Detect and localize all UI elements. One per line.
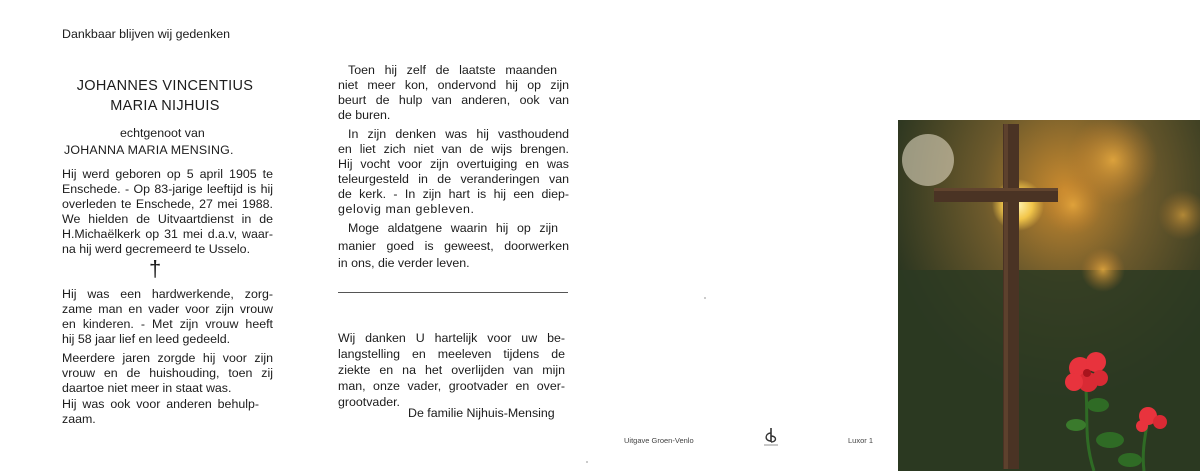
paragraph-line: daartoe niet meer in staat was. — [62, 381, 232, 395]
bio-line: H.Michaëlkerk op 31 mei d.a.v, waar- — [62, 227, 273, 241]
memorial-photo — [898, 120, 1200, 471]
paragraph-line: manier goed is geweest, doorwerken — [338, 239, 569, 253]
paragraph-line: Toen hij zelf de laatste maanden — [348, 63, 557, 77]
deceased-name-line1: JOHANNES VINCENTIUS — [76, 78, 254, 94]
publisher-imprint: Uitgave Groen-Venlo — [624, 436, 694, 445]
header-line: Dankbaar blijven wij gedenken — [62, 27, 231, 41]
paragraph-line: en liet zich niet van de wijs brengen. — [338, 142, 569, 156]
paper-speck — [704, 297, 706, 299]
bio-line: overleden te Enschede, 27 mei 1988. — [62, 197, 273, 211]
paragraph-line: vrouw en de huishouding, toen zij — [62, 366, 273, 380]
paragraph-line: teleurgesteld in de veranderingen van — [338, 172, 569, 186]
thanks-line: Wij danken U hartelijk voor uw be- — [338, 331, 565, 345]
divider-line — [338, 292, 568, 293]
thanks-line: langstelling en meeleven tijdens de — [338, 347, 565, 361]
paragraph-line: Meerdere jaren zorgde hij voor zijn — [62, 351, 273, 365]
wooden-cross-with-red-flower-icon — [898, 120, 1200, 471]
spouse-label: echtgenoot van — [120, 126, 205, 140]
thanks-line: man, onze vader, grootvader en over- — [338, 379, 565, 393]
paragraph-line: niet meer kon, ondervond hij op zijn — [338, 78, 569, 92]
publisher-monogram-icon — [761, 427, 781, 454]
paper-speck — [586, 461, 588, 463]
paragraph-line: gelovig man gebleven. — [338, 202, 475, 216]
paragraph-line: Hij was ook voor anderen behulp- — [62, 397, 259, 411]
bio-line: na hij werd gecremeerd te Usselo. — [62, 242, 251, 256]
thanks-line: grootvader. — [338, 395, 400, 409]
paragraph-line: hij 58 jaar lief en leed gedeeld. — [62, 332, 231, 346]
paragraph-line: Moge aldatgene waarin hij op zijn — [348, 221, 558, 235]
family-signature: De familie Nijhuis-Mensing — [408, 406, 555, 420]
paragraph-line: de buren. — [338, 108, 391, 122]
thanks-line: ziekte en na het overlijden van mijn — [338, 363, 565, 377]
paragraph-line: In zijn denken was hij vasthoudend — [348, 127, 569, 141]
bio-line: We hielden de Uitvaartdienst in de — [62, 212, 273, 226]
spouse-name: JOHANNA MARIA MENSING. — [64, 143, 234, 157]
paragraph-line: in ons, die verder leven. — [338, 256, 470, 270]
paragraph-line: Hij vocht voor zijn overtuiging en was — [338, 157, 569, 171]
bio-line: Enschede. - Op 83-jarige leeftijd is hij — [62, 182, 273, 196]
paragraph-line: en kinderen. - Met zijn vrouw heeft — [62, 317, 273, 331]
paragraph-line: zame man en vader voor zijn vrouw — [62, 302, 273, 316]
cross-symbol: † — [149, 256, 162, 281]
paragraph-line: de kerk. - In zijn hart is hij een diep- — [338, 187, 569, 201]
paragraph-line: beurt de hulp van anderen, ook van — [338, 93, 569, 107]
paragraph-line: Hij was een hardwerkende, zorg- — [62, 287, 273, 301]
deceased-name-line2: MARIA NIJHUIS — [110, 98, 220, 114]
series-label: Luxor 1 — [848, 436, 874, 445]
paragraph-line: zaam. — [62, 412, 96, 426]
bio-line: Hij werd geboren op 5 april 1905 te — [62, 167, 273, 181]
